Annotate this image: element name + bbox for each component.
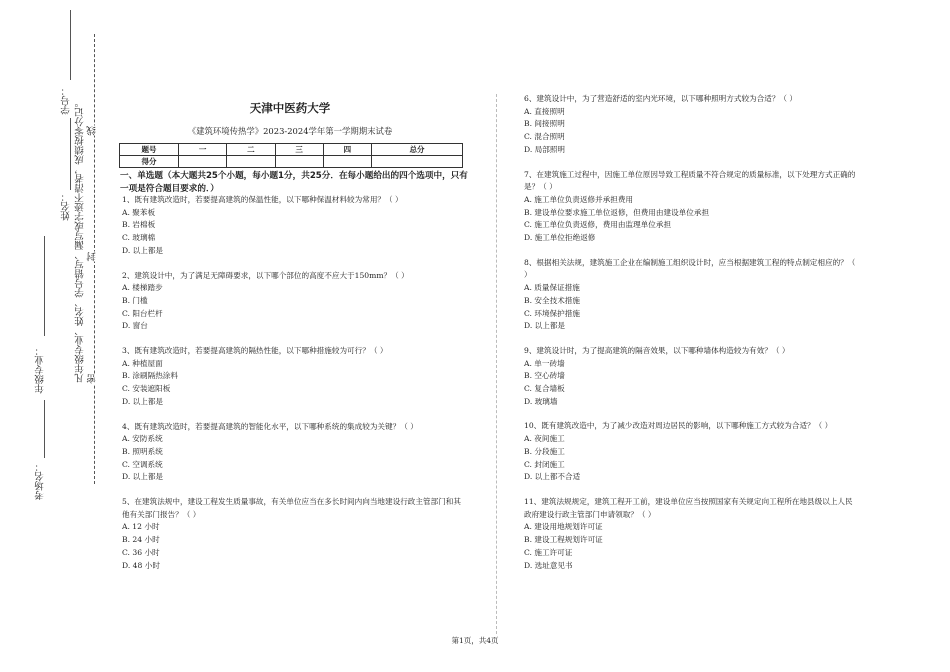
student-id-line (70, 10, 71, 80)
score-table-column: 二 (227, 144, 275, 156)
answer-option[interactable]: D. 窗台 (122, 321, 148, 331)
score-cell[interactable] (227, 156, 275, 168)
question-stem: 4、既有建筑改造时，若要提高建筑的智能化水平，以下哪种系统的集成较为关键？（ ） (122, 421, 418, 431)
question-block (122, 345, 467, 409)
answer-option[interactable]: A. 夜间施工 (524, 434, 565, 444)
question-block (122, 496, 467, 572)
page-number: 第1页，共4页 (451, 636, 499, 645)
seal-mark-3: 线 (87, 126, 98, 136)
question-block (524, 420, 859, 484)
question-stem: 6、建筑设计中，为了营造舒适的室内光环境，以下哪种照明方式较为合适？（ ） (524, 94, 798, 103)
answer-option[interactable]: D. 以上都不合适 (524, 472, 581, 482)
section-heading: 一、单选题（本大题共25个小题，每小题1分，共25分．在每小题给出的四个选项中，只有一项是符合题目要求的．） (120, 171, 468, 194)
question-stem: 5、在建筑法规中，建设工程发生质量事故，有关单位应当在多长时间内向当地建设行政主管部门和其他有关部门报告？（ ） (122, 497, 461, 519)
score-table-column: 三 (275, 144, 323, 156)
answer-option[interactable]: D. 以上都是 (122, 396, 164, 406)
answer-option[interactable]: A. 直接照明 (524, 106, 565, 116)
column-divider (496, 94, 497, 634)
answer-option[interactable]: D. 局部照明 (524, 144, 566, 154)
answer-option[interactable]: B. 空心砖墙 (524, 371, 565, 381)
answer-option[interactable]: C. 36 小时 (122, 547, 160, 557)
answer-option[interactable]: A. 种植屋面 (122, 358, 163, 368)
score-cell[interactable] (323, 156, 371, 168)
grade-major-line (44, 236, 45, 336)
answer-option[interactable]: D. 以上都是 (122, 472, 164, 482)
question-block (122, 194, 467, 258)
seal-mark: 密 (87, 374, 98, 384)
questions-right-column (524, 93, 859, 572)
name-label: 姓名： (61, 192, 72, 221)
answer-option[interactable]: A. 单一砖墙 (524, 358, 565, 368)
question-block (122, 270, 467, 334)
answer-option[interactable]: B. 照明系统 (122, 446, 163, 456)
name-line (70, 118, 71, 190)
answer-option[interactable]: A. 建设用地规划许可证 (524, 522, 603, 532)
answer-option[interactable]: C. 施工许可证 (524, 547, 573, 557)
answer-option[interactable]: B. 间接照明 (524, 119, 565, 129)
score-table-score-row (120, 156, 463, 168)
question-block (524, 345, 859, 409)
question-stem: 7、在建筑施工过程中，因施工单位原因导致工程质量不符合规定的质量标准，以下处理方式正确的是？（ ） (524, 169, 856, 192)
answer-option[interactable]: B. 岩棉板 (122, 220, 156, 230)
score-table-column: 总分 (372, 144, 463, 156)
exam-site-label: 考场名： (35, 462, 46, 500)
answer-option[interactable]: C. 玻璃棉 (122, 233, 156, 243)
answer-option[interactable]: B. 安全技术措施 (524, 295, 580, 305)
question-stem: 10、既有建筑改造中，为了减少改造对周边居民的影响，以下哪种施工方式较为合适？（ ） (524, 421, 833, 431)
question-stem: 11、建筑法规规定，建筑工程开工前，建设单位应当按照国家有关规定向工程所在地县级以上人民政府建设行政主管部门申请领取？（ ） (524, 496, 853, 519)
exam-site-line (44, 400, 45, 458)
answer-option[interactable]: B. 门槛 (122, 295, 148, 305)
exam-title: 《建筑环境传热学》2023-2024学年第一学期期末试卷 (187, 126, 393, 136)
student-id-label: 学号： (61, 86, 72, 115)
answer-option[interactable]: B. 建设工程规划许可证 (524, 535, 603, 545)
question-block (524, 496, 859, 572)
answer-option[interactable]: C. 安装遮阳板 (122, 384, 171, 394)
university-title: 天津中医药大学 (249, 101, 331, 115)
grade-major-label: 年级专业： (35, 346, 46, 394)
answer-option[interactable]: C. 环境保护措施 (524, 308, 580, 318)
answer-option[interactable]: D. 玻璃墙 (524, 396, 558, 406)
answer-option[interactable]: B. 分段施工 (524, 446, 565, 456)
score-cell[interactable] (179, 156, 227, 168)
answer-option[interactable]: A. 施工单位负责返修并承担费用 (524, 194, 634, 204)
answer-option[interactable]: C. 封闭施工 (524, 459, 565, 469)
questions-left-column (122, 194, 467, 572)
score-table-header-row (120, 144, 463, 156)
question-block (524, 257, 859, 333)
binding-notice: 凡年级专业、姓名、学号错写、漏写或字迹不清者，成绩按零分记。 (75, 98, 86, 383)
answer-option[interactable]: D. 施工单位拒绝返修 (524, 233, 596, 243)
answer-option[interactable]: D. 48 小时 (122, 560, 160, 570)
answer-option[interactable]: B. 建设单位要求施工单位返修，但费用由建设单位承担 (524, 207, 710, 217)
question-stem: 3、既有建筑改造时，若要提高建筑的隔热性能，以下哪种措施较为可行？（ ） (122, 346, 388, 356)
score-cell[interactable] (372, 156, 463, 168)
seal-mark-2: 封 (87, 252, 98, 262)
question-block (524, 93, 859, 157)
question-block (122, 421, 467, 485)
score-table-row-label: 得分 (120, 156, 179, 168)
answer-option[interactable]: C. 混合照明 (524, 132, 565, 142)
question-stem: 9、建筑设计时，为了提高建筑的隔音效果，以下哪种墙体构造较为有效？（ ） (524, 345, 790, 355)
question-stem: 8、根据相关法规，建筑施工企业在编制施工组织设计时，应当根据建筑工程的特点制定相应的？（ ） (524, 257, 856, 280)
answer-option[interactable]: C. 施工单位负责返修，费用由监理单位承担 (524, 220, 672, 230)
score-cell[interactable] (275, 156, 323, 168)
answer-option[interactable]: A. 楼梯踏步 (122, 283, 163, 293)
answer-option[interactable]: D. 选址意见书 (524, 560, 573, 570)
score-table-column: 一 (179, 144, 227, 156)
answer-option[interactable]: C. 空调系统 (122, 459, 163, 469)
question-stem: 1、既有建筑改造时，若要提高建筑的保温性能，以下哪种保温材料较为常用？（ ） (122, 195, 403, 204)
question-block (524, 169, 859, 245)
score-table-row-label: 题号 (120, 144, 179, 156)
answer-option[interactable]: C. 复合墙板 (524, 384, 565, 394)
answer-option[interactable]: B. 涂刷隔热涂料 (122, 371, 178, 381)
answer-option[interactable]: D. 以上都是 (524, 321, 566, 331)
answer-option[interactable]: A. 质量保证措施 (524, 283, 580, 293)
answer-option[interactable]: C. 阳台栏杆 (122, 308, 163, 318)
score-table (119, 143, 463, 168)
answer-option[interactable]: A. 12 小时 (122, 522, 160, 532)
answer-option[interactable]: B. 24 小时 (122, 535, 160, 545)
answer-option[interactable]: A. 聚苯板 (122, 207, 156, 217)
answer-option[interactable]: A. 安防系统 (122, 434, 163, 444)
answer-option[interactable]: D. 以上都是 (122, 245, 164, 255)
question-stem: 2、建筑设计中，为了满足无障碍要求，以下哪个部位的高度不应大于150mm？（ ） (122, 270, 409, 280)
score-table-column: 四 (323, 144, 371, 156)
